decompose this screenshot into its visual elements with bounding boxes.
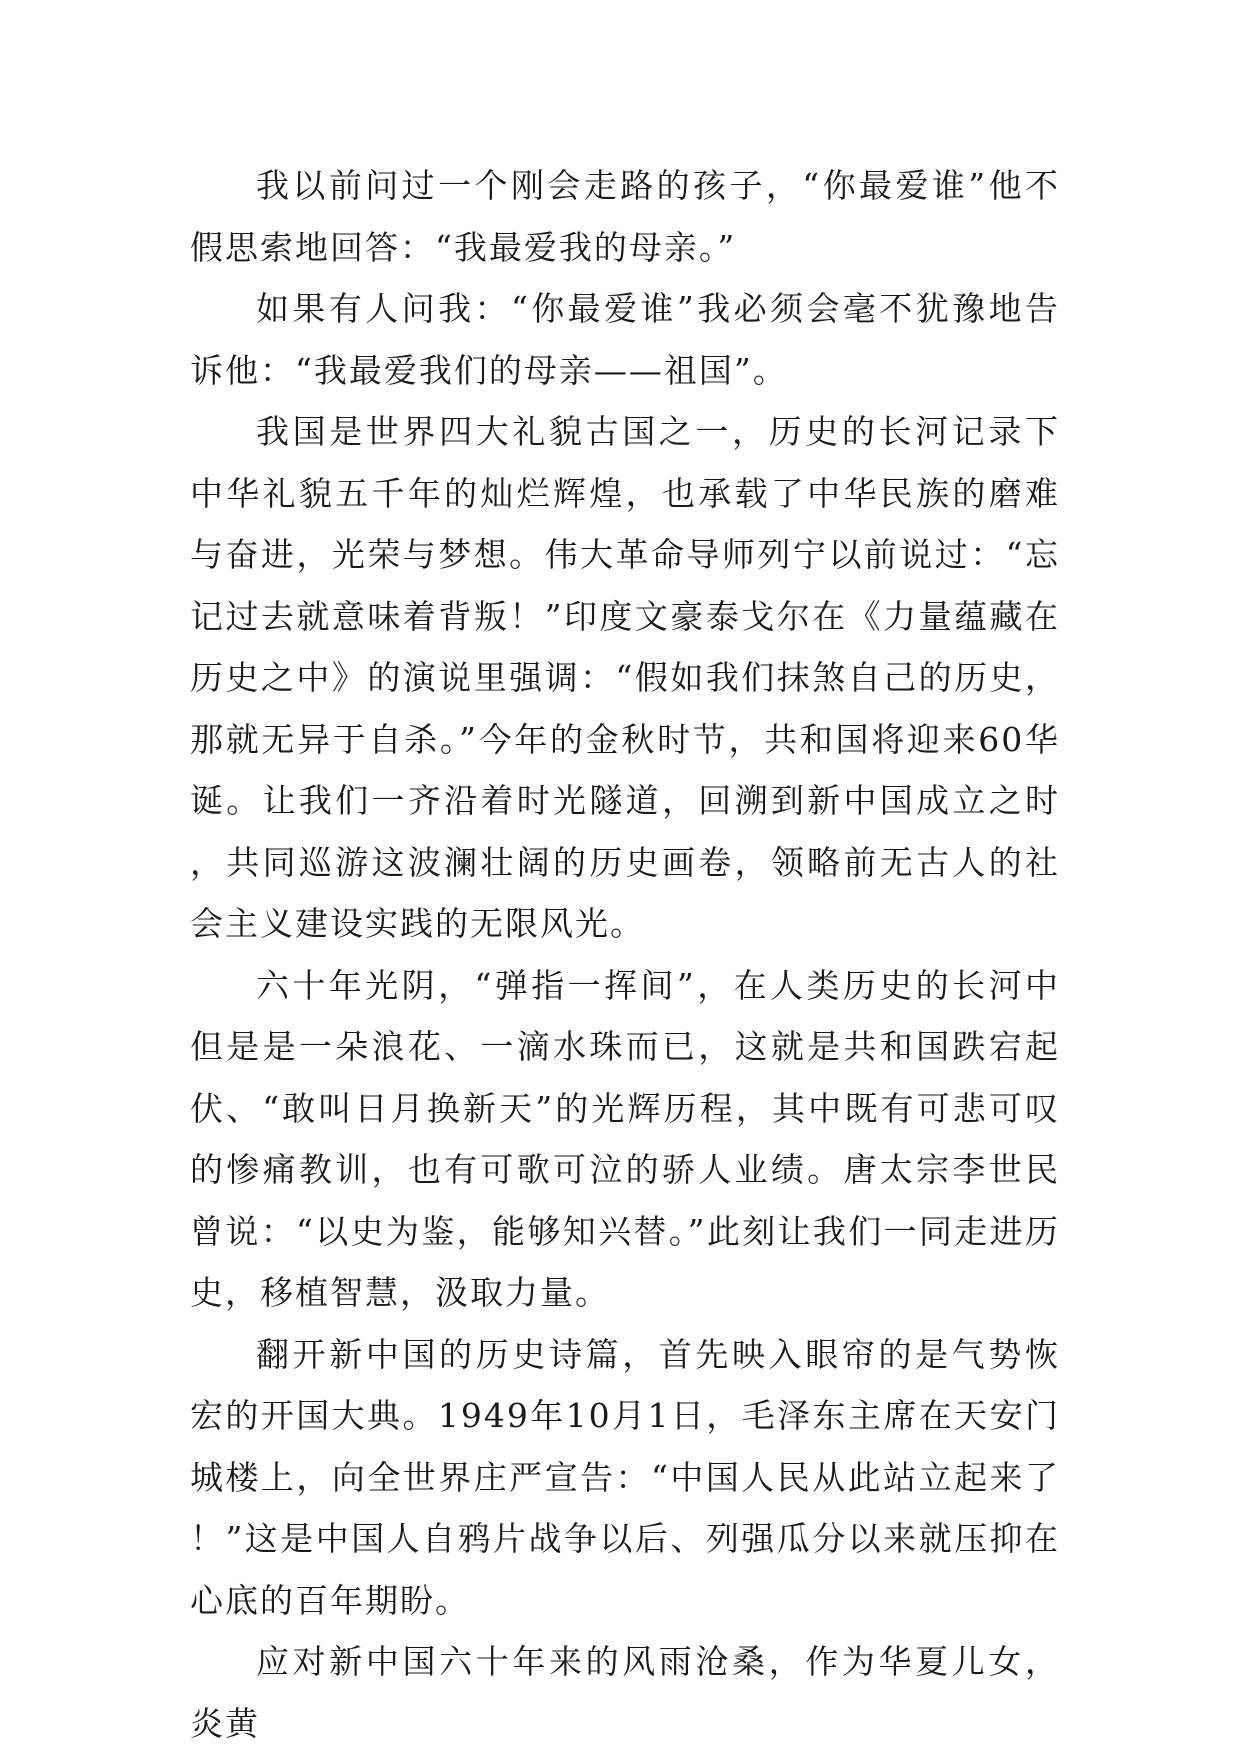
paragraph-6: 应对新中国六十年来的风雨沧桑，作为华夏儿女，炎黄 [190, 1642, 1060, 1743]
paragraph-1: 我以前问过一个刚会走路的孩子，“你最爱谁”他不假思索地回答：“我最爱我的母亲。” [190, 166, 1060, 267]
paragraph-5: 翻开新中国的历史诗篇，首先映入眼帘的是气势恢宏的开国大典。1949年10月1日，毛泽东主席在天安门城楼上，向全世界庄严宣告：“中国人民从此站立起来了！”这是中国人自鸦片战争以后、列强瓜分以来就压抑在心底的百年期盼。 [190, 1334, 1060, 1620]
paragraph-4: 六十年光阴，“弹指一挥间”，在人类历史的长河中但是是一朵浪花、一滴水珠而已，这就是共和国跌宕起伏、“敢叫日月换新天”的光辉历程，其中既有可悲可叹的惨痛教训，也有可歌可泣的骄人业绩。唐太宗李世民曾说：“以史为鉴，能够知兴替。”此刻让我们一同走进历史，移植智慧，汲取力量。 [190, 965, 1060, 1312]
paragraph-2: 如果有人问我：“你最爱谁”我必须会毫不犹豫地告诉他：“我最爱我们的母亲——祖国”。 [190, 289, 1060, 390]
paragraph-3: 我国是世界四大礼貌古国之一，历史的长河记录下中华礼貌五千年的灿烂辉煌，也承载了中华民族的磨难与奋进，光荣与梦想。伟大革命导师列宁以前说过：“忘记过去就意味着背叛！”印度文豪泰戈尔在《力量蕴藏在历史之中》的演说里强调：“假如我们抹煞自己的历史，那就无异于自杀。”今年的金秋时节，共和国将迎来60华诞。让我们一齐沿着时光隧道，回溯到新中国成立之时，共同巡游这波澜壮阔的历史画卷，领略前无古人的社会主义建设实践的无限风光。 [190, 412, 1060, 943]
body-text [190, 155, 1060, 1754]
